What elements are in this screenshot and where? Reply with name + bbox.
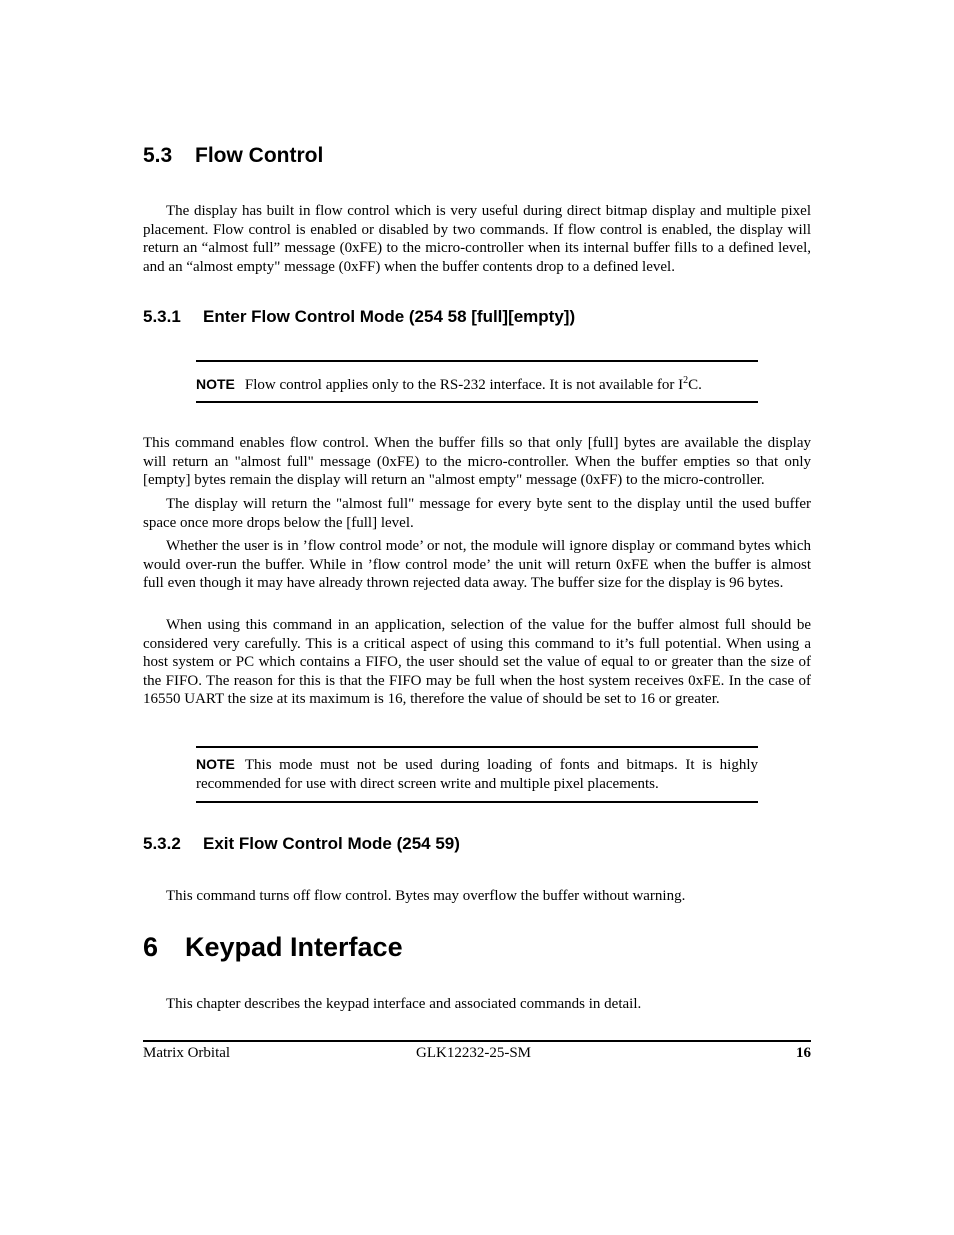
section-title: Flow Control xyxy=(195,144,324,167)
section-5-3-2-heading xyxy=(143,834,460,854)
section-number: 5.3 xyxy=(143,144,173,167)
paragraph-fifo: When using this command in an application, selection of the value for the buffer almost full should be considered very carefully. This is a critical aspect of using this command to it’s full potential. When using a host system or PC which contains a FIFO, the user should set the value of equal to or greater than the size of the FIFO. The reason for this is that the FIFO may be full when the host system receives 0xFE. In the case of 16550 UART the size at its maximum is 16, therefore the value of should be set to 16 or greater. xyxy=(143,617,811,708)
section-number: 5.3.2 xyxy=(143,834,181,853)
chapter-6-heading xyxy=(143,932,403,963)
section-5-3-heading xyxy=(143,144,323,168)
section-5-3-intro: The display has built in flow control which is very useful during direct bitmap display and multiple pixel placement. Flow control is enabled or disabled by two commands. If flow control is enabled, the display will return an “almost full” message (0xFE) to the micro-controller when its internal buffer fills to a defined level, and an “almost empty" message (0xFF) when the buffer contents drop to a defined level. xyxy=(143,203,811,275)
note-text-end: C. xyxy=(688,377,702,393)
paragraph-almost-full: The display will return the "almost full" message for every byte sent to the display until the used buffer space once more drops below the [full] level. xyxy=(143,496,811,531)
footer-company: Matrix Orbital xyxy=(143,1045,231,1061)
note-text: This mode must not be used during loading of fonts and bitmaps. It is highly recommended for use with direct screen write and multiple pixel placements. xyxy=(196,757,758,792)
chapter-6-text: This chapter describes the keypad interface and associated commands in detail. xyxy=(166,996,642,1012)
footer-page-number: 16 xyxy=(796,1045,811,1061)
note-box-fonts xyxy=(196,746,758,803)
section-title: Exit Flow Control Mode (254 59) xyxy=(203,834,460,853)
note-box-rs232 xyxy=(196,360,758,403)
note-superscript: 2 xyxy=(683,375,689,386)
note-text: Flow control applies only to the RS-232 interface. It is not available for I xyxy=(244,377,684,393)
section-5-3-1-heading xyxy=(143,307,575,327)
paragraph-enable-flow: This command enables flow control. When the buffer fills so that only [full] bytes are available the display will return an "almost full" message (0xFE) to the micro-controller. When the buffer empties so that only [empty] bytes remain the display will return an "almost empty" message (0xFF) to the micro-controller. xyxy=(143,435,811,489)
paragraph-overrun: Whether the user is in ’flow control mode’ or not, the module will ignore display or command bytes which would over-run the buffer. While in ’flow control mode’ the unit will return 0xFE when the buffer is almost full even though it may have already thrown rejected data away. The buffer size for the display is 96 bytes. xyxy=(143,538,811,592)
note-label: NOTE xyxy=(196,376,235,392)
section-number: 5.3.1 xyxy=(143,307,181,326)
footer-document-id: GLK12232-25-SM xyxy=(416,1045,531,1061)
chapter-number: 6 xyxy=(143,932,159,962)
footer-rule xyxy=(143,1040,811,1042)
section-5-3-2-text: This command turns off flow control. Bytes may overflow the buffer without warning. xyxy=(166,888,686,904)
note-label: NOTE xyxy=(196,756,235,772)
chapter-title: Keypad Interface xyxy=(185,932,403,962)
section-title: Enter Flow Control Mode (254 58 [full][empty]) xyxy=(203,307,576,326)
